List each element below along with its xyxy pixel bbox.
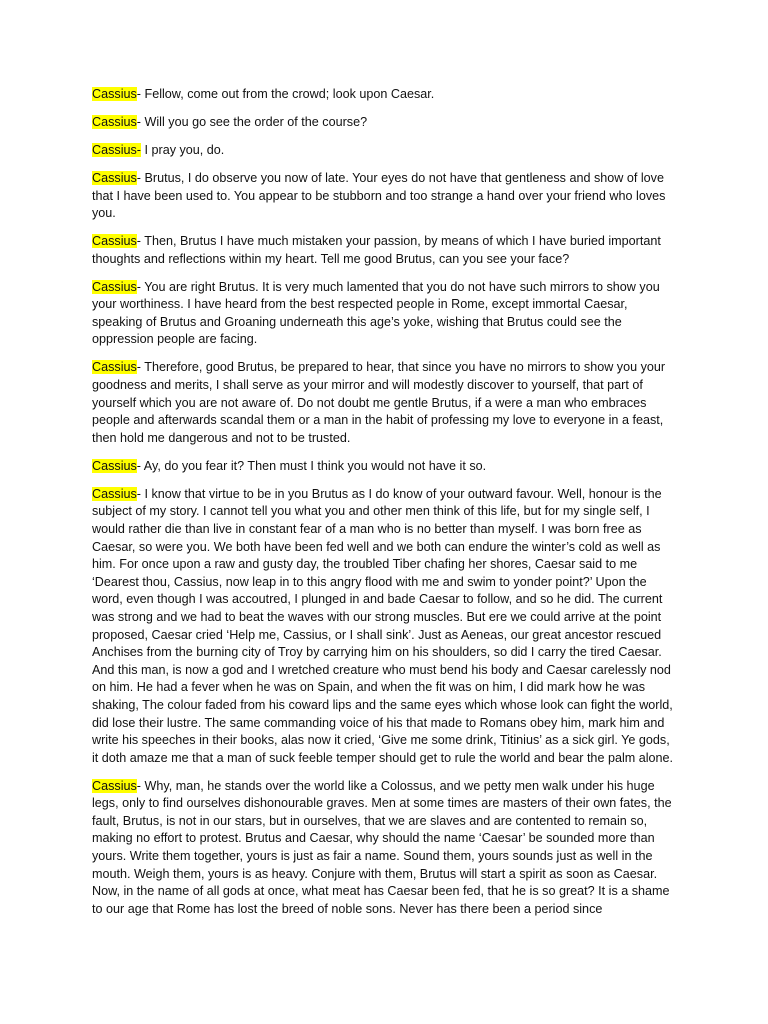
dialogue-text: I pray you, do. [144, 142, 225, 157]
speaker-separator: - [136, 234, 145, 249]
speaker-name: Cassius- [92, 142, 141, 157]
speaker-name: Cassius [92, 87, 137, 101]
dialogue-paragraph [92, 279, 676, 349]
dialogue-paragraph [92, 170, 676, 223]
speaker-name: Cassius [92, 360, 137, 375]
dialogue-text: I know that virtue to be in you Brutus as I do know of your outward favour. Well, honour is the subject of my story. I cannot tell you what you and other men think of this life, but for my single self, I would rather die than live in constant fear of a man who is no better than myself. I was born free as Caesar, so were you. We both have been fed well and we both can endure the winter’s cold as well as him. For once upon a raw and gusty day, the troubled Tiber chafing her shores, Caesar said to me ‘Dearest thou, Cassius, now leap in to this angry flood with me and swim to yonder point?’ Upon the word, even though I was accoutred, I plunged in and bade Caesar to follow, and so he did. The current was strong and we had to beat the waves with our strong muscles. But ere we could arrive at the point proposed, Caesar cried ‘Help me, Cassius, or I shall sink’. Just as Aeneas, our great ancestor rescued Anchises from the burning city of Troy by carrying him on his shoulders, so did I carry the tired Caesar. And this man, is now a god and I wretched creature who must bend his body and Caesar carelessly nod on him. He had a fever when he was on Spain, and when the fit was on him, I did mark how he was shaking, The colour faded from his coward lips and the same eyes which whose look can fight the world, did lose their lustre. The same commanding voice of his that made to Romans obey him, mark him and write his speeches in their books, alas now it cried, ‘Give me some drink, Titinius’ as a sick girl. Ye gods, it doth amaze me that a man of suck feeble temper should get to rule the world and bear the palm alone. [92, 486, 674, 765]
dialogue-text: Brutus, I do observe you now of late. Your eyes do not have that gentleness and show of love that I have been used to. You appear to be stubborn and too strange a hand over your friend who loves you. [92, 170, 666, 221]
dialogue-paragraph [92, 114, 676, 132]
speaker-name: Cassius [92, 170, 137, 185]
speaker-separator: - [136, 458, 144, 473]
speaker-name: Cassius [92, 778, 137, 793]
dialogue-text: Therefore, good Brutus, be prepared to hear, that since you have no mirrors to show you your goodness and merits, I shall serve as your mirror and will modestly discover to yourself, that part of yourself which you are not aware of. Do not doubt me gentle Brutus, if a were a man who embraces people and afterwards scandal them or a man in the habit of professing my love to everyone in a feast, then hold me dangerous and not to be trusted. [92, 360, 666, 445]
dialogue-text: Ay, do you fear it? Then must I think you would not have it so. [143, 458, 487, 473]
speaker-separator: - [136, 170, 145, 185]
dialogue-paragraph [92, 778, 676, 919]
speaker-name: Cassius [92, 114, 137, 129]
speaker-separator: - [136, 87, 145, 101]
speaker-separator: - [136, 114, 145, 129]
speaker-name: Cassius [92, 234, 137, 249]
dialogue-text: Why, man, he stands over the world like a Colossus, and we petty men walk under his huge legs, only to find ourselves dishonourable graves. Men at some times are masters of their own fates, the fault, Brutus, is not in our stars, but in ourselves, that we are slaves and are contented to remain so, making no effort to protest. Brutus and Caesar, why should the name ‘Caesar’ be sounded more than yours. Write them together, yours is just as fair a name. Sound them, yours sounds just as well in the mouth. Weigh them, yours is as heavy. Conjure with them, Brutus will start a spirit as soon as Caesar. Now, in the name of all gods at once, what meat has Caesar been fed, that he is so great? It is a shame to our age that Rome has lost the breed of noble sons. Never has there been a period since [92, 778, 672, 916]
dialogue-paragraph [92, 86, 676, 104]
dialogue-text: Will you go see the order of the course? [144, 114, 368, 129]
dialogue-paragraph [92, 486, 676, 768]
dialogue-paragraph [92, 458, 676, 476]
document-page [92, 86, 676, 929]
dialogue-text: You are right Brutus. It is very much lamented that you do not have such mirrors to show you your worthiness. I have heard from the best respected people in Rome, except immortal Caesar, speaking of Brutus and Groaning underneath this age’s yoke, wishing that Brutus could see the oppression people are facing. [92, 279, 660, 347]
speaker-name: Cassius [92, 279, 137, 294]
dialogue-paragraph [92, 233, 676, 268]
speaker-name: Cassius [92, 486, 137, 501]
dialogue-paragraph [92, 142, 676, 160]
speaker-separator: - [136, 486, 145, 501]
speaker-separator: - [136, 279, 145, 294]
speaker-separator: - [136, 360, 145, 375]
speaker-separator: - [136, 778, 145, 793]
dialogue-text: Fellow, come out from the crowd; look upon Caesar. [144, 87, 435, 101]
dialogue-text: Then, Brutus I have much mistaken your passion, by means of which I have buried important thoughts and reflections within my heart. Tell me good Brutus, can you see your face? [92, 234, 661, 266]
dialogue-paragraph [92, 359, 676, 447]
speaker-name: Cassius [92, 458, 137, 473]
